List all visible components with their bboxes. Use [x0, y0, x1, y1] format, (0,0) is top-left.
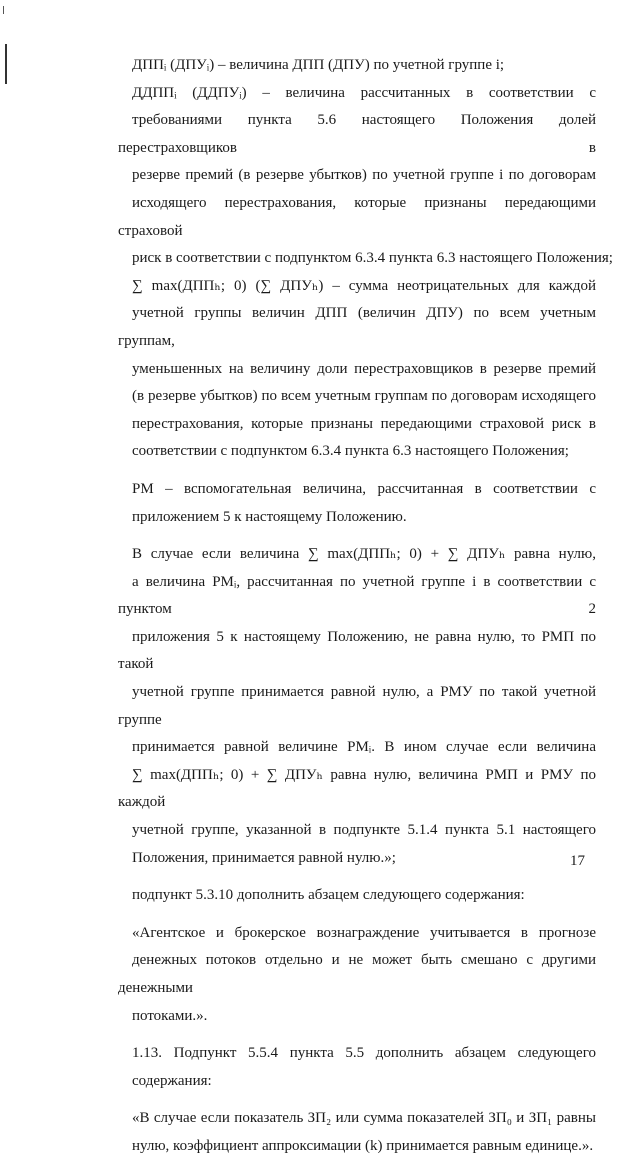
text-line: денежных потоков отдельно и не может быть смешано с другими денежными	[118, 952, 596, 996]
paragraph-agent-fee	[118, 920, 596, 1030]
text-line: содержания:	[132, 1072, 212, 1089]
text-line: уменьшенных на величину доли перестраховщиков в резерве премий	[132, 360, 596, 377]
text-line: потоками.».	[132, 1007, 208, 1024]
paragraph-zero-case	[118, 541, 596, 872]
text-line: риск в соответствии с подпунктом 6.3.4 пункта 6.3 настоящего Положения;	[132, 250, 613, 267]
text-line: учетной группе принимается равной нулю, а РМУ по такой учетной группе	[118, 684, 596, 728]
text-line: (в резерве убытков) по всем учетным группам по договорам исходящего	[132, 388, 596, 405]
text-line: приложением 5 к настоящему Положению.	[132, 508, 407, 525]
text-line: нулю, коэффициент аппроксимации (k) принимается равным единице.».	[132, 1137, 594, 1154]
text-line: соответствии с подпунктом 6.3.4 пункта 6.3 настоящего Положения;	[132, 443, 569, 460]
text-line: учетной группе, указанной в подпункте 5.1.4 пункта 5.1 настоящего	[132, 822, 596, 839]
scan-mark-top	[3, 6, 4, 14]
text-line: ДДППᵢ (ДДПУᵢ) – величина рассчитанных в соответствии с	[132, 84, 596, 101]
text-line: ДППᵢ (ДПУᵢ) – величина ДПП (ДПУ) по учетной группе i;	[132, 57, 505, 73]
scan-binding-mark	[5, 44, 7, 84]
page-number: 17	[570, 853, 585, 869]
text-line: Положения, принимается равной нулю.»;	[132, 849, 396, 866]
text-line: «Агентское и брокерское вознаграждение учитывается в прогнозе	[132, 924, 596, 941]
text-line: РМ – вспомогательная величина, рассчитанная в соответствии с	[132, 480, 596, 497]
text-line: 1.13. Подпункт 5.5.4 пункта 5.5 дополнить абзацем следующего	[132, 1045, 596, 1062]
text-line: ∑ max(ДППₕ; 0) + ∑ ДПУₕ равна нулю, величина РМП и РМУ по каждой	[118, 766, 596, 811]
text-line: исходящего перестрахования, которые признаны передающими страховой	[118, 194, 596, 239]
paragraph-zp-case	[118, 1105, 596, 1160]
text-line: приложения 5 к настоящему Положению, не равна нулю, то РМП по такой	[118, 628, 596, 673]
document-body	[118, 52, 613, 1161]
text-line: требованиями пункта 5.6 настоящего Положения долей перестраховщиков в	[118, 112, 596, 156]
paragraph-rm-definition	[118, 476, 596, 531]
paragraph-dpp-definition	[118, 52, 596, 80]
text-line: ∑ max(ДППₕ; 0) (∑ ДПУₕ) – сумма неотрицательных для каждой	[132, 277, 596, 294]
paragraph-clause-1-13	[118, 1040, 596, 1095]
text-line: а величина РМᵢ, рассчитанная по учетной группе i в соответствии с пунктом 2	[118, 573, 596, 618]
text-line: учетной группы величин ДПП (величин ДПУ) по всем учетным группам,	[118, 305, 596, 349]
paragraph-sum-definition	[118, 273, 596, 466]
text-line: резерве премий (в резерве убытков) по учетной группе i по договорам	[132, 167, 596, 184]
text-line: В случае если величина ∑ max(ДППₕ; 0) + ∑ ДПУₕ равна нулю,	[132, 546, 596, 563]
text-line: перестрахования, которые признаны передающими страховой риск в	[132, 415, 596, 432]
paragraph-ddpp-definition	[118, 80, 613, 273]
text-line: подпункт 5.3.10 дополнить абзацем следующего содержания:	[132, 887, 525, 904]
text-line: принимается равной величине РМᵢ. В ином случае если величина	[132, 739, 596, 756]
paragraph-subclause-5-3-10	[118, 882, 596, 910]
text-line: «В случае если показатель ЗП₂ или сумма показателей ЗП₀ и ЗП₁ равны	[132, 1110, 596, 1127]
